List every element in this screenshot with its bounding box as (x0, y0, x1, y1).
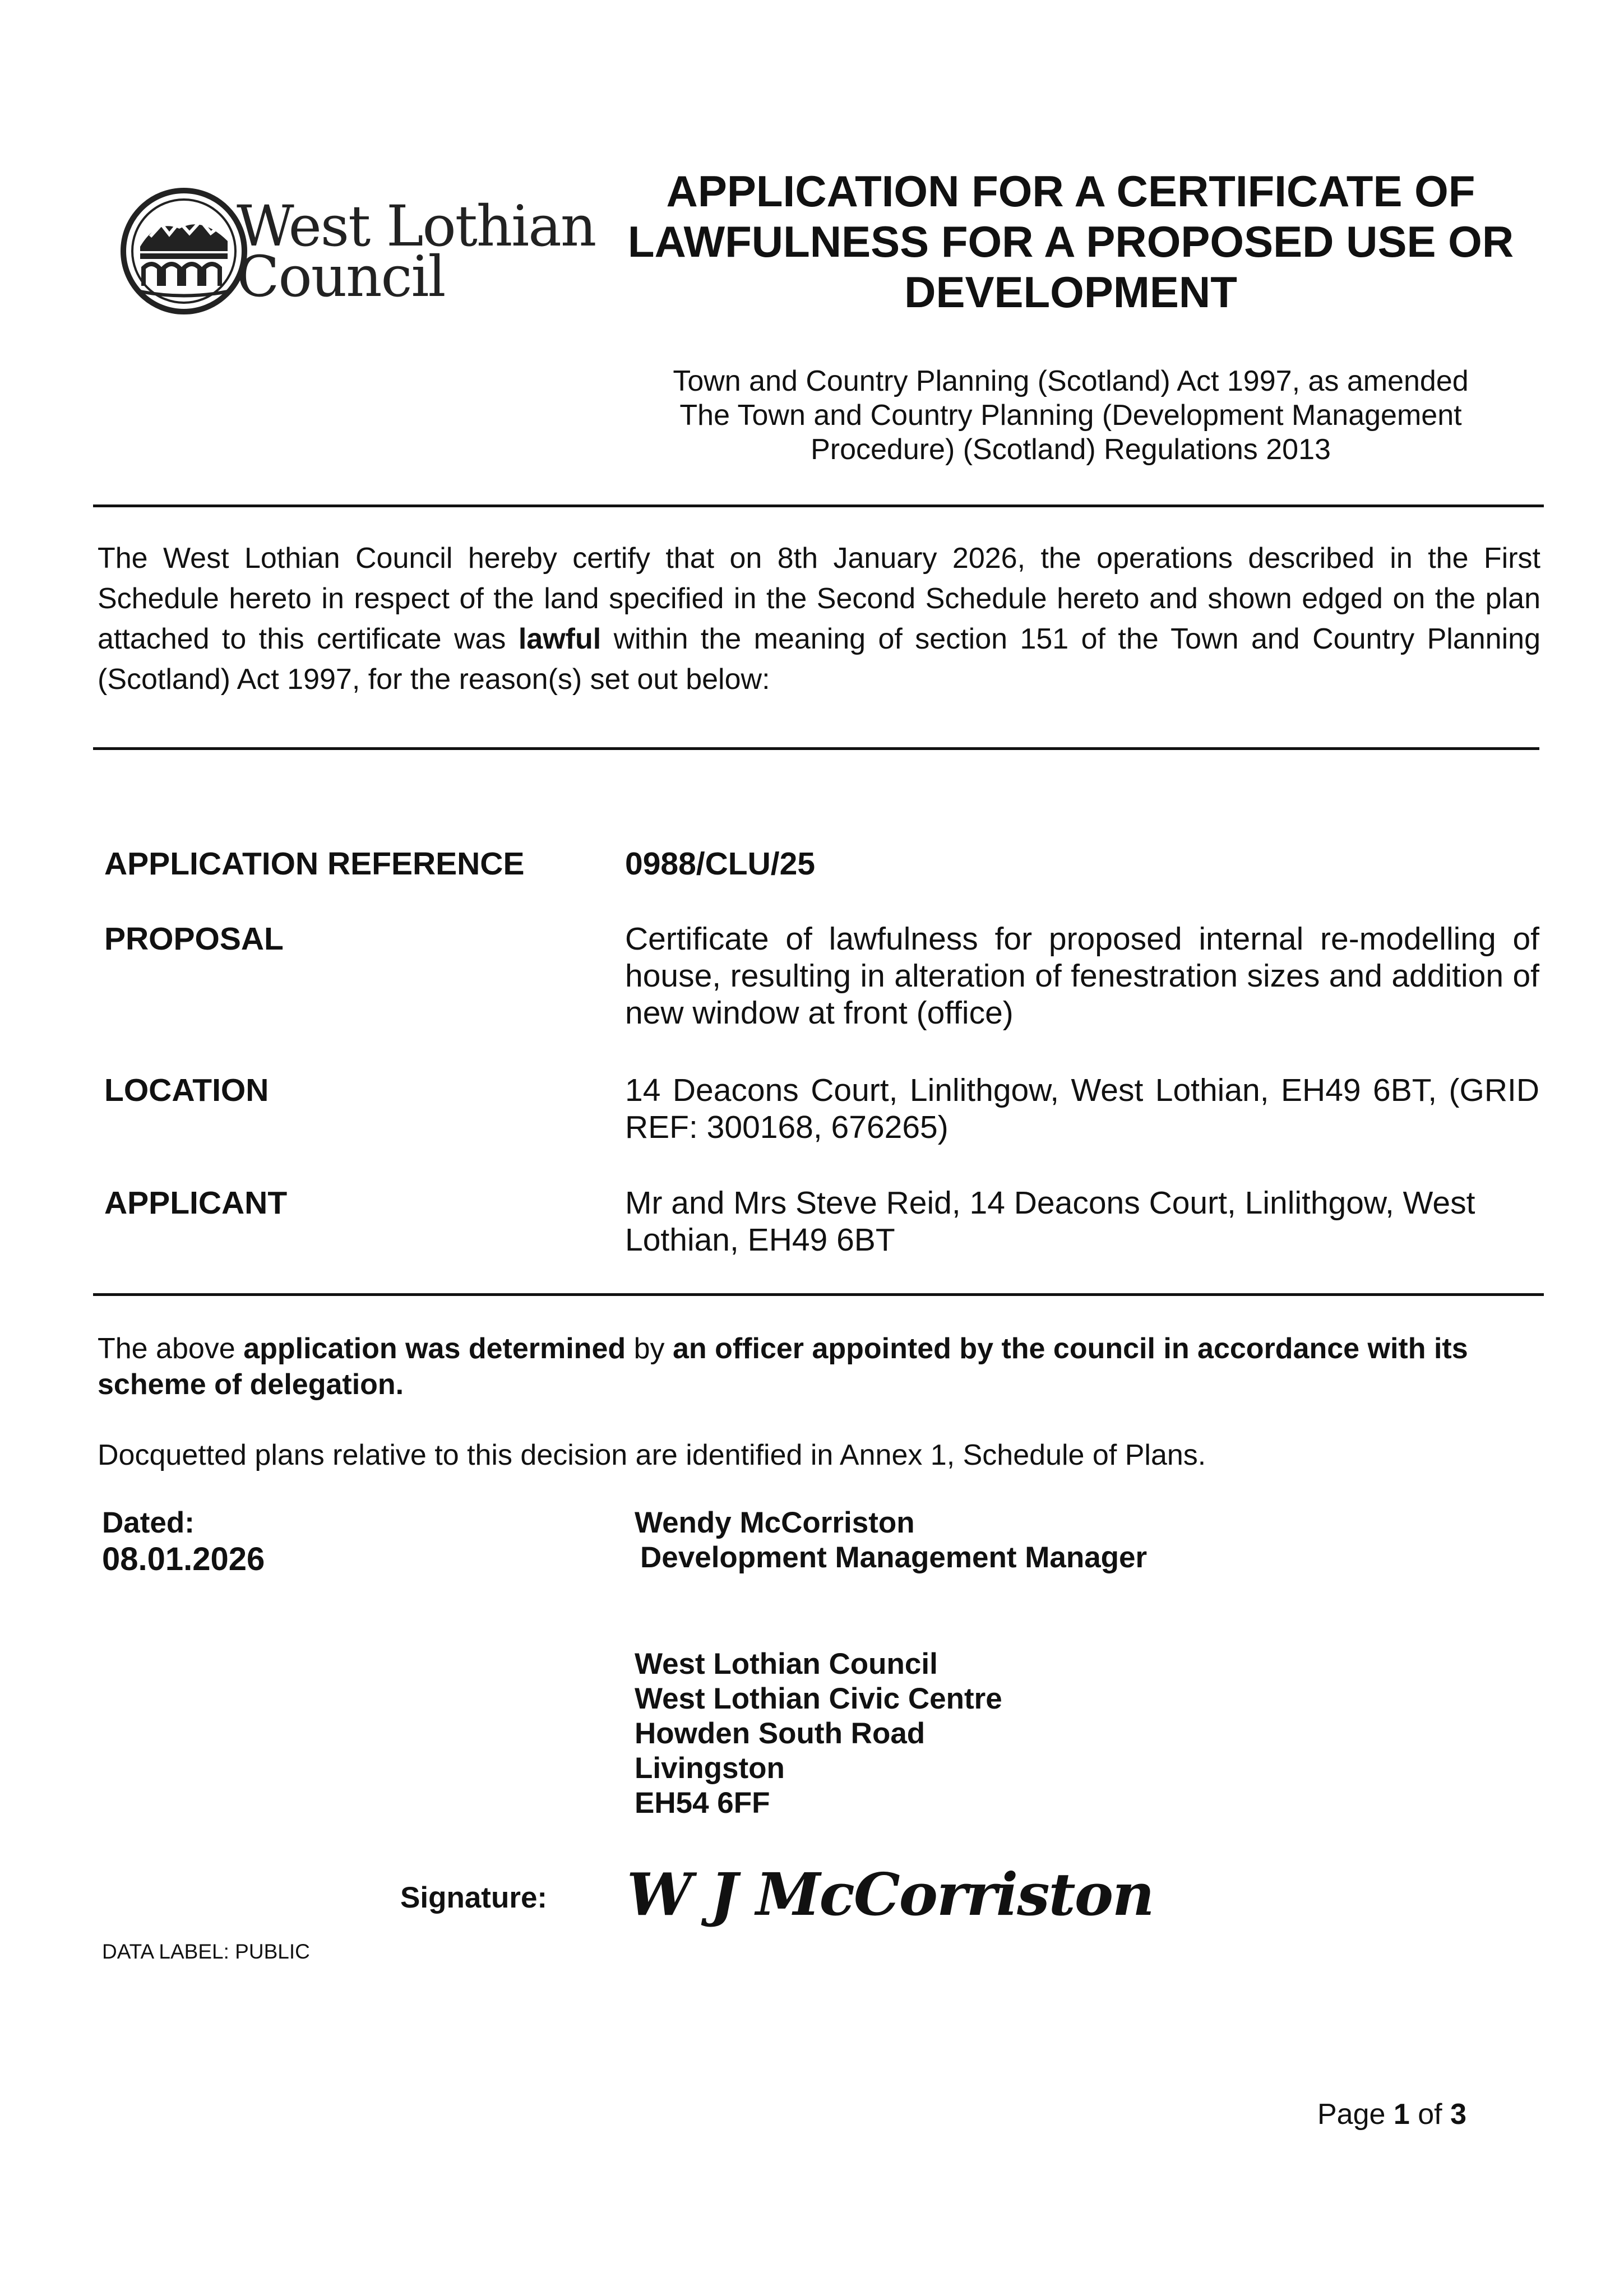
officer-block (635, 1506, 1147, 1575)
legislation-subtitle (611, 364, 1530, 467)
determination-text: by (626, 1332, 673, 1365)
page-total: 3 (1450, 2098, 1466, 2131)
data-classification-label: DATA LABEL: PUBLIC (102, 1940, 310, 1963)
statement-text: within the meaning of section 151 of the Town and Country Planning (Scotland) Act 1997, for the reason(s) set out below: (98, 623, 1540, 696)
page-prefix: Page (1317, 2098, 1394, 2131)
subtitle-line: Town and Country Planning (Scotland) Act 1997, as amended (673, 365, 1469, 397)
address-line: West Lothian Civic Centre (635, 1682, 1002, 1715)
divider (93, 747, 1539, 750)
dated-label: Dated: (102, 1506, 195, 1539)
address-line: West Lothian Council (635, 1647, 938, 1681)
logo-text-line2: Council (237, 244, 445, 309)
statement-emphasis: lawful (518, 623, 602, 655)
address-line: EH54 6FF (635, 1786, 770, 1820)
determination-text: The above (98, 1332, 244, 1365)
council-address (635, 1647, 1002, 1821)
location-label: LOCATION (104, 1072, 269, 1108)
address-line: Livingston (635, 1752, 785, 1785)
council-logo (118, 185, 596, 320)
applicant-value: Mr and Mrs Steve Reid, 14 Deacons Court, Linlithgow, West Lothian, EH49 6BT (625, 1185, 1475, 1258)
divider (93, 1293, 1544, 1296)
determination-statement (98, 1331, 1544, 1402)
docquetted-plans-note: Docquetted plans relative to this decision are identified in Annex 1, Schedule of Plans. (98, 1439, 1206, 1471)
officer-title: Development Management Manager (640, 1541, 1148, 1574)
applicant-label: APPLICANT (104, 1185, 288, 1221)
proposal-value: Certificate of lawfulness for proposed internal re-modelling of house, resulting in alteration of fenestration sizes and addition of new window at front (office) (625, 921, 1539, 1031)
page-number (1317, 2098, 1466, 2131)
page-title: APPLICATION FOR A CERTIFICATE OF LAWFULNESS FOR A PROPOSED USE OR DEVELOPMENT (627, 166, 1514, 317)
dated-value: 08.01.2026 (102, 1541, 265, 1577)
subtitle-line: Procedure) (Scotland) Regulations 2013 (811, 433, 1331, 466)
logo-text-line1: West Lothian (237, 193, 596, 259)
signature-label: Signature: (400, 1881, 548, 1914)
handwritten-signature: W J McCorriston (627, 1860, 1154, 1929)
determination-emphasis: application was determined (243, 1332, 626, 1365)
page-current: 1 (1393, 2098, 1410, 2131)
subtitle-line: The Town and Country Planning (Development Management (679, 399, 1462, 432)
determination-emphasis: an officer appointed by the council in accordance with its scheme of delegation. (98, 1332, 1468, 1401)
officer-name: Wendy McCorriston (635, 1506, 915, 1539)
page-of: of (1409, 2098, 1451, 2131)
reference-label: APPLICATION REFERENCE (104, 846, 525, 882)
reference-value: 0988/CLU/25 (625, 846, 816, 882)
certification-statement (98, 538, 1540, 700)
divider (93, 504, 1544, 507)
west-lothian-crest-icon (118, 185, 252, 320)
statement-text: The West Lothian Council hereby certify that on 8th January 2026, the operations described in the First Schedule hereto in respect of the land specified in the Second Schedule hereto and shown edged on the plan attached to this certificate was (98, 542, 1540, 655)
address-line: Howden South Road (635, 1717, 926, 1750)
proposal-label: PROPOSAL (104, 921, 284, 957)
location-value: 14 Deacons Court, Linlithgow, West Lothian, EH49 6BT, (GRID REF: 300168, 676265) (625, 1072, 1539, 1145)
